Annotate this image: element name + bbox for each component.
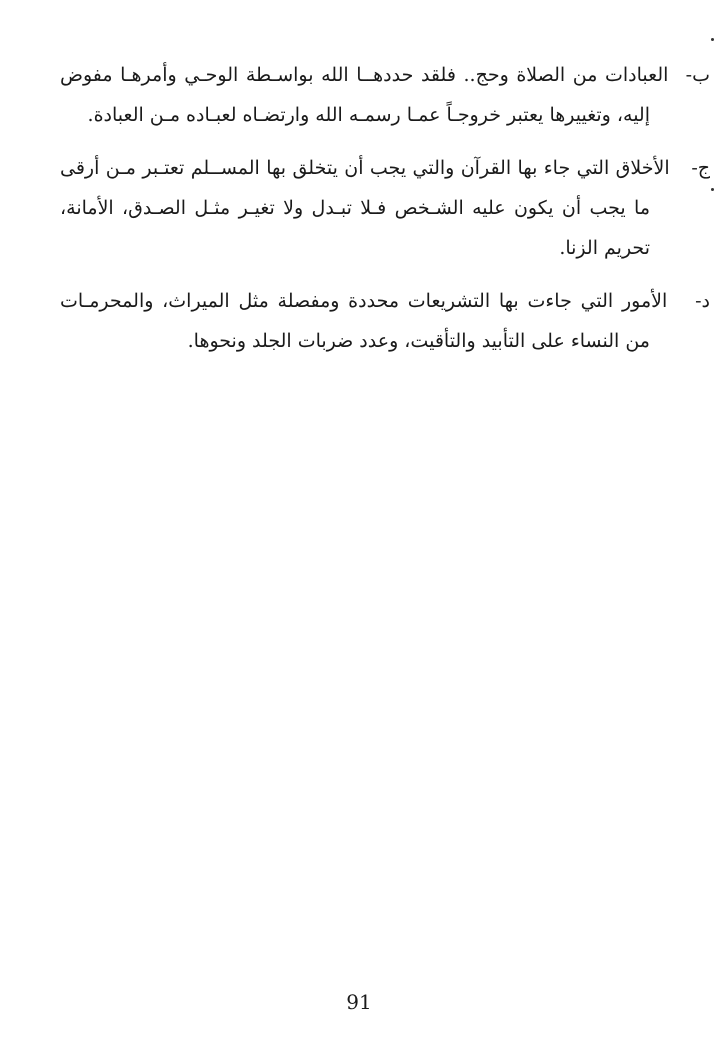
- list-item-dal: د- الأمور التي جاءت بها التشريعات محددة ومفصلة مثل الميراث، والمحرمـات من النساء على التأبيد والتأقيت، وعدد ضربات الجلد ونحوها.: [60, 290, 711, 352]
- list-item-text: العبادات من الصلاة وحج.. فلقد حددهــا الله بواسـطة الوحـي وأمرهـا مفوض إليه، وتغييرها يعتبر خروجـاً عمـا رسمـه الله وارتضـاه لعبـاده مـن العبادة.: [60, 64, 669, 126]
- page-number: 91: [346, 990, 372, 1014]
- list-item-text: الأخلاق التي جاء بها القرآن والتي يجب أن يتخلق بها المســلم تعتـبر مـن أرقى ما يجب أن يكون عليه الشـخص فـلا تبـدل ولا تغيـر مثـل الصـدق، الأمانة، تحريم الزنا.: [60, 157, 670, 259]
- list-item-jim: ج- الأخلاق التي جاء بها القرآن والتي يجب أن يتخلق بها المســلم تعتـبر مـن أرقى ما يجب أن يكون عليه الشـخص فـلا تبـدل ولا تغيـر مثـل الصـدق، الأمانة، تحريم الزنا.: [60, 157, 710, 259]
- scan-mark: [711, 38, 714, 41]
- scan-mark: [711, 188, 714, 191]
- list-item-text: الأمور التي جاءت بها التشريعات محددة ومفصلة مثل الميراث، والمحرمـات من النساء على التأبيد والتأقيت، وعدد ضربات الجلد ونحوها.: [60, 290, 668, 352]
- body-text: [60, 55, 711, 374]
- list-item-ba: ب- العبادات من الصلاة وحج.. فلقد حددهــا الله بواسـطة الوحـي وأمرهـا مفوض إليه، وتغييرها يعتبر خروجـاً عمـا رسمـه الله وارتضـاه لعبـاده مـن العبادة.: [60, 64, 710, 126]
